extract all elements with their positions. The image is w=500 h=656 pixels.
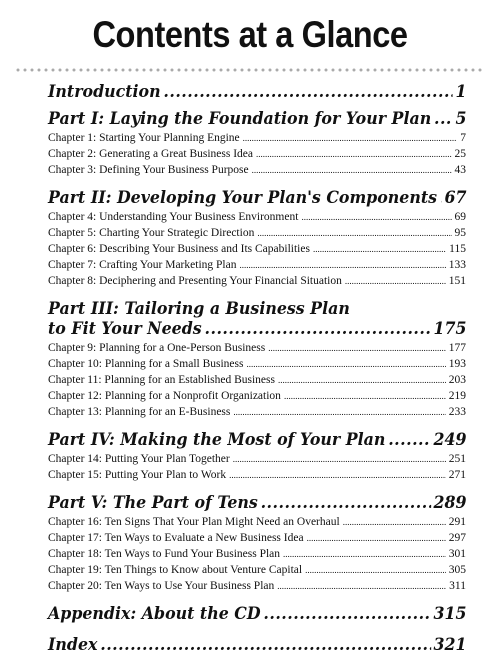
dot-leader [233,451,446,467]
part-label: Part V: The Part of Tens [48,493,258,513]
chapter-label: Chapter 8: Deciphering and Presenting Your Financial Situation [48,275,342,287]
chapter-label: Chapter 14: Putting Your Plan Together [48,453,230,465]
toc-chapter[interactable] [48,530,466,546]
chapter-page: 203 [448,374,466,386]
part-label: Part II: Developing Your Plan's Components [48,188,438,208]
dot-leader [252,162,452,178]
dot-leader [278,372,446,388]
toc-chapter[interactable] [48,562,466,578]
dot-leader [343,514,446,530]
chapter-label: Chapter 17: Ten Ways to Evaluate a New Business Idea [48,532,304,544]
chapter-page: 177 [448,342,466,354]
dot-leader [313,241,446,257]
dot-leader [229,467,446,483]
chapter-label: Chapter 5: Charting Your Strategic Direction [48,227,255,239]
toc-entry-index[interactable] [48,635,467,656]
chapter-page: 219 [448,390,466,402]
dot-leader [261,493,431,514]
chapter-label: Chapter 7: Crafting Your Marketing Plan [48,259,237,271]
dot-leader [268,340,446,356]
chapter-label: Chapter 6: Describing Your Business and Its Capabilities [48,243,310,255]
dot-leader [233,404,445,420]
chapter-label: Chapter 10: Planning for a Small Business [48,358,244,370]
chapter-page: 115 [449,243,466,255]
chapter-page: 271 [448,469,466,481]
dot-leader [440,188,442,209]
chapter-page: 297 [448,532,466,544]
toc-chapter[interactable] [48,372,466,388]
chapter-label: Chapter 1: Starting Your Planning Engine [48,132,240,144]
part-page: 289 [433,493,467,513]
toc-part-1[interactable] [48,109,467,130]
toc-chapter[interactable] [48,451,466,467]
dot-leader [246,356,445,372]
toc-chapter[interactable] [48,209,466,225]
chapter-label: Chapter 18: Ten Ways to Fund Your Business Plan [48,548,281,560]
chapter-label: Chapter 19: Ten Things to Know about Venture Capital [48,564,303,576]
dot-leader [163,82,452,103]
part-page: 67 [444,188,467,208]
part-page: 5 [455,109,467,129]
toc-chapter[interactable] [48,404,466,420]
table-of-contents [48,82,466,656]
chapter-page: 25 [454,148,466,160]
chapter-page: 69 [454,211,466,223]
chapter-label: Chapter 9: Planning for a One-Person Business [48,342,266,354]
dot-leader [256,146,451,162]
dot-leader [263,604,430,625]
toc-chapter[interactable] [48,257,466,273]
entry-label: Introduction [48,82,161,102]
dot-leader [277,578,446,594]
toc-chapter[interactable] [48,546,466,562]
toc-chapter[interactable] [48,146,466,162]
part-label: Part I: Laying the Foundation for Your Plan [48,109,432,129]
chapter-label: Chapter 12: Planning for a Nonprofit Organization [48,390,281,402]
entry-label: Appendix: About the CD [48,604,261,624]
dot-leader [307,530,446,546]
toc-chapter[interactable] [48,225,466,241]
chapter-label: Chapter 13: Planning for an E-Business [48,406,231,418]
toc-chapter[interactable] [48,388,466,404]
part-page: 249 [433,430,467,450]
chapter-page: 301 [448,548,466,560]
chapter-page: 291 [448,516,466,528]
dot-leader [284,388,446,404]
toc-part-4[interactable] [48,430,467,451]
chapter-page: 151 [448,275,466,287]
page-title: Contents at a Glance [92,14,408,55]
toc-chapter[interactable] [48,130,466,146]
toc-chapter[interactable] [48,273,466,289]
toc-chapter[interactable] [48,340,466,356]
toc-entry-introduction[interactable] [48,82,467,103]
dot-leader [434,109,453,130]
dot-leader [100,635,430,656]
chapter-label: Chapter 16: Ten Signs That Your Plan Might Need an Overhaul [48,516,340,528]
toc-part-3-line1[interactable]: Part III: Tailoring a Business Plan [48,299,350,319]
chapter-page: 233 [448,406,466,418]
dot-leader [243,130,458,146]
entry-page: 315 [433,604,467,624]
part-label: to Fit Your Needs [48,319,202,339]
chapter-page: 43 [454,164,466,176]
toc-chapter[interactable] [48,514,466,530]
toc-chapter[interactable] [48,578,466,594]
dot-leader [257,225,451,241]
chapter-label: Chapter 3: Defining Your Business Purpose [48,164,249,176]
chapter-page: 311 [449,580,466,592]
chapter-page: 193 [448,358,466,370]
dot-leader [301,209,451,225]
chapter-label: Chapter 20: Ten Ways to Use Your Business Plan [48,580,275,592]
chapter-label: Chapter 4: Understanding Your Business Environment [48,211,299,223]
dot-leader [283,546,446,562]
dotted-rule [16,68,484,72]
dot-leader [239,257,445,273]
toc-part-2[interactable] [48,188,467,209]
toc-entry-appendix[interactable] [48,604,467,625]
dot-leader [345,273,446,289]
chapter-label: Chapter 2: Generating a Great Business Idea [48,148,254,160]
chapter-page: 7 [460,132,466,144]
dot-leader [388,430,431,451]
dot-leader [305,562,446,578]
toc-part-3[interactable] [48,319,467,340]
toc-chapter[interactable] [48,356,466,372]
chapter-page: 95 [454,227,466,239]
chapter-page: 251 [448,453,466,465]
toc-chapter[interactable] [48,162,466,178]
entry-page: 321 [433,635,467,655]
toc-part-5[interactable] [48,493,467,514]
part-label: Part IV: Making the Most of Your Plan [48,430,386,450]
chapter-label: Chapter 15: Putting Your Plan to Work [48,469,227,481]
part-page: 175 [433,319,467,339]
toc-chapter[interactable] [48,467,466,483]
toc-chapter[interactable] [48,241,466,257]
entry-label: Index [48,635,98,655]
dot-leader [205,319,431,340]
chapter-page: 305 [448,564,466,576]
chapter-page: 133 [448,259,466,271]
entry-page: 1 [455,82,467,102]
chapter-label: Chapter 11: Planning for an Established Business [48,374,275,386]
